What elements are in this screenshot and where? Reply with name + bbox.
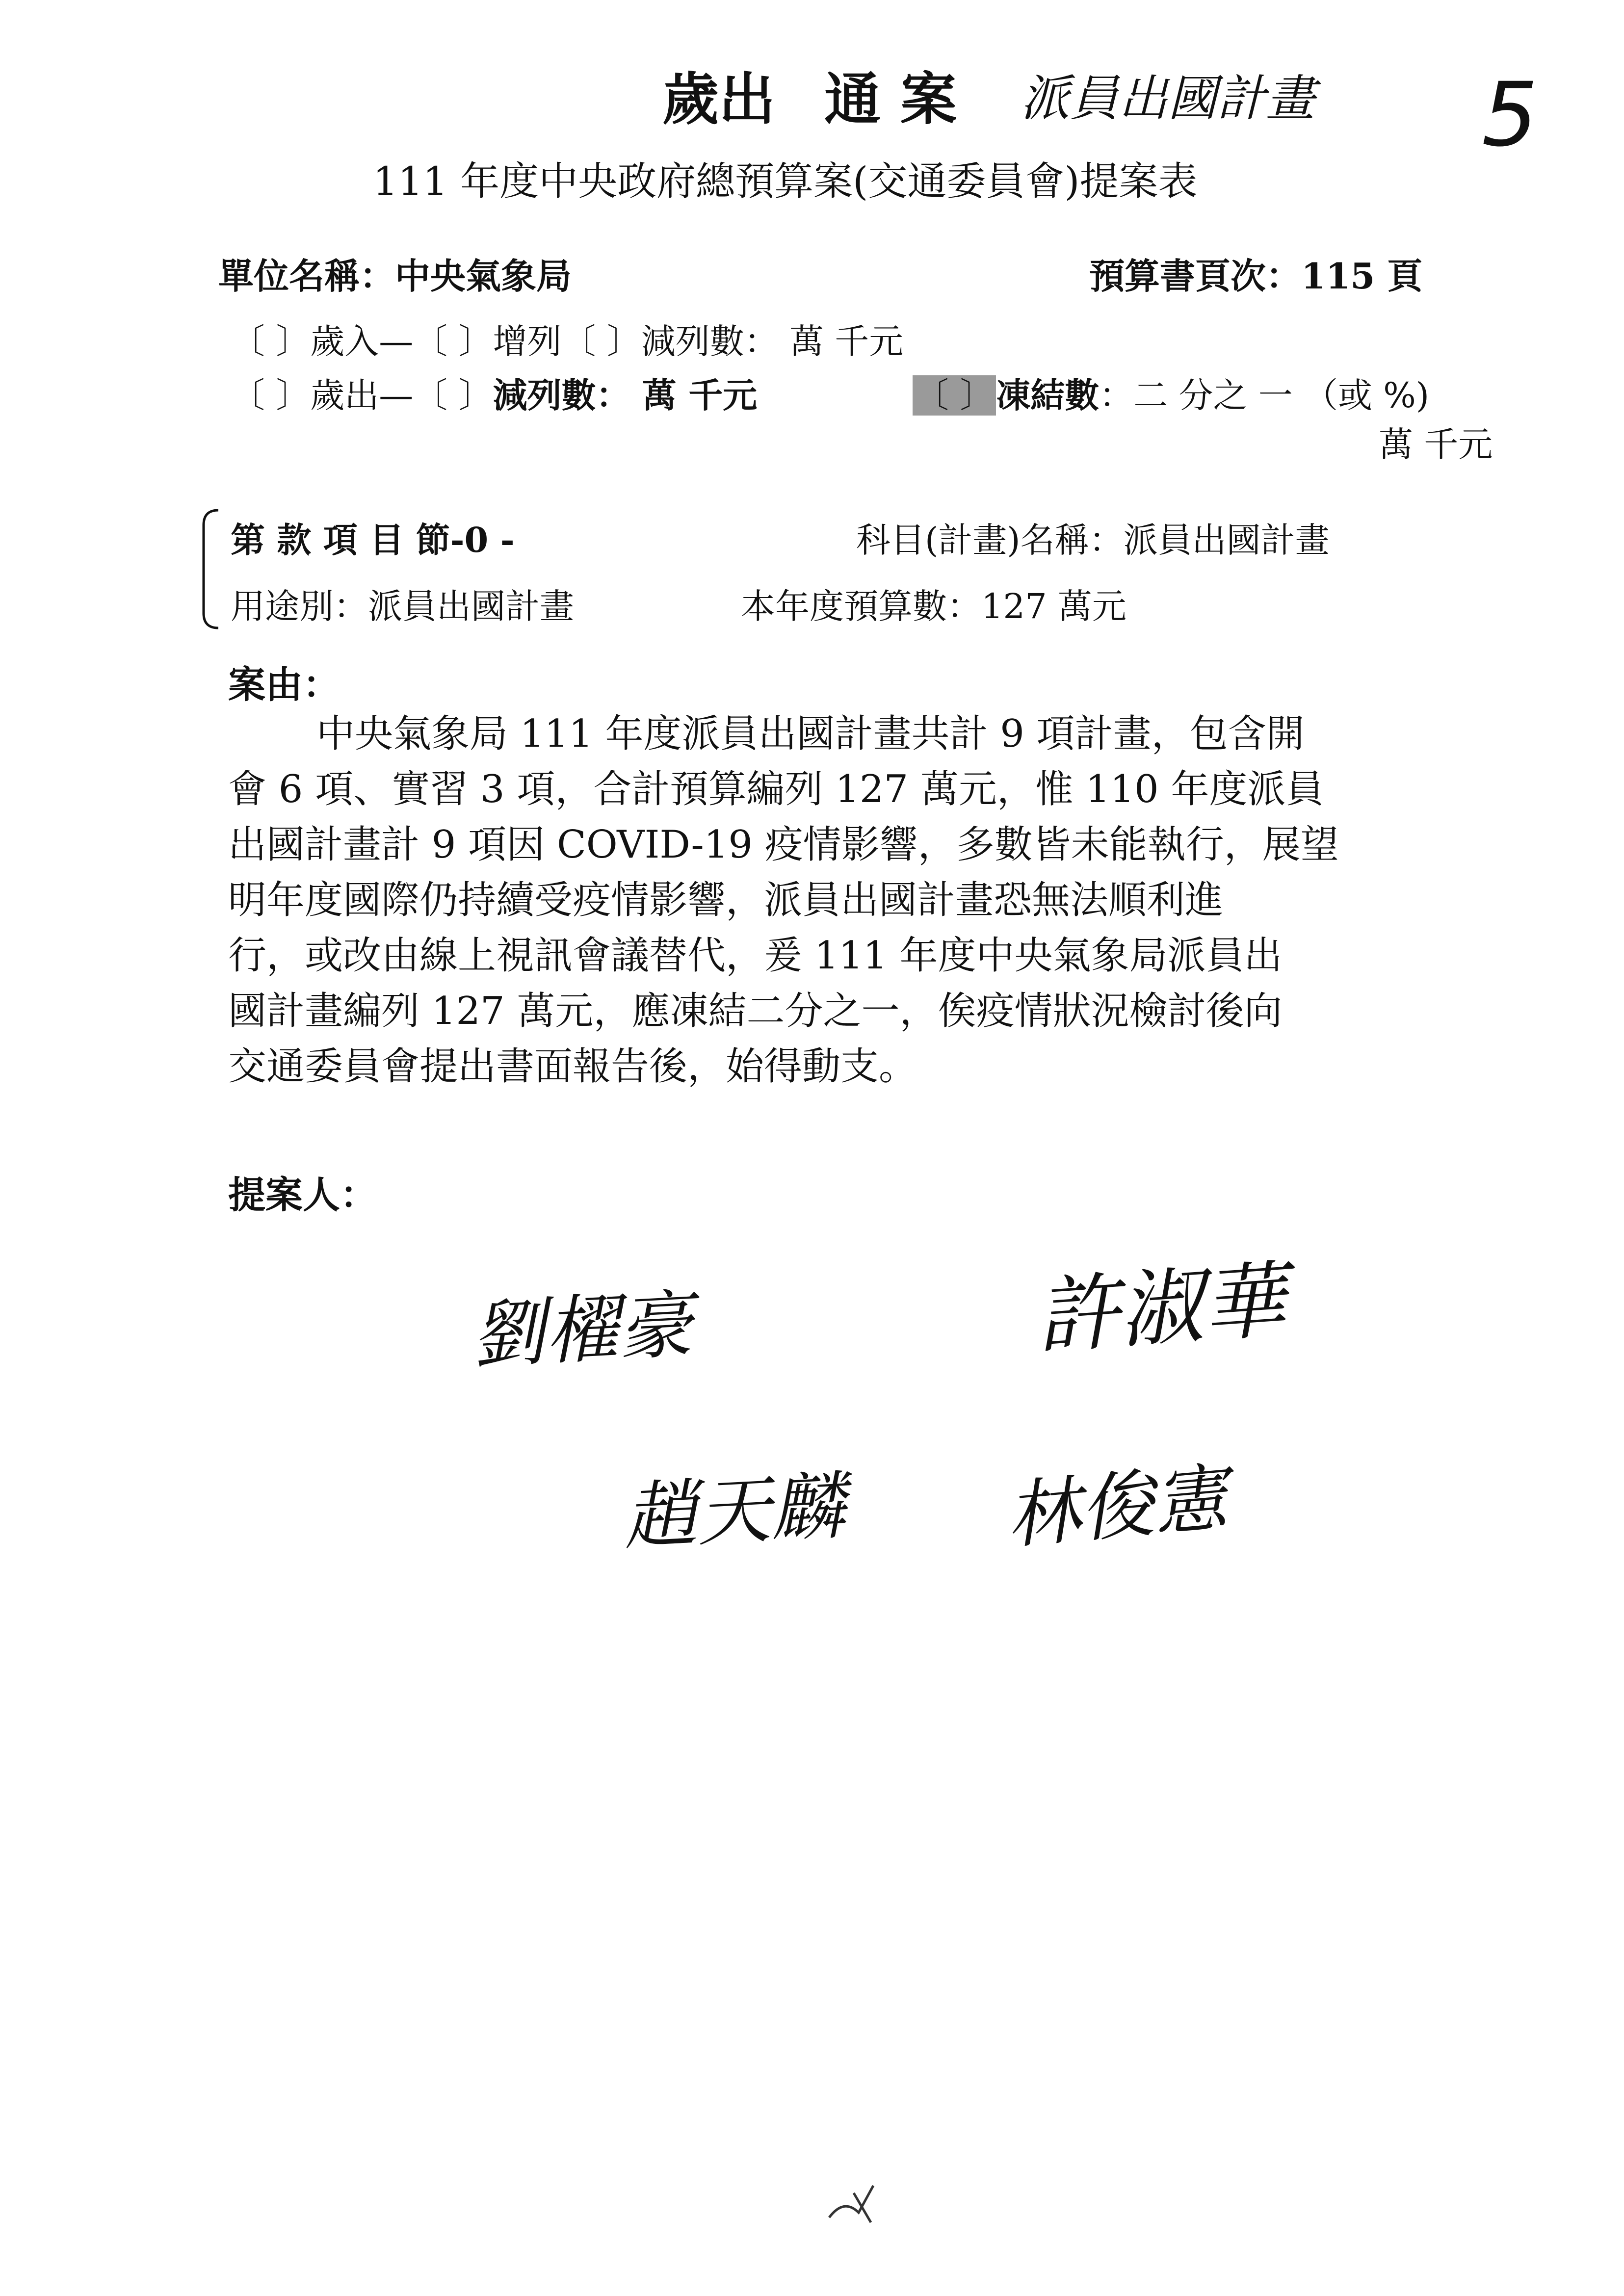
page-mark: 5 bbox=[1482, 64, 1538, 166]
reason-line-7: 交通委員會提出書面報告後，始得動支。 bbox=[228, 1044, 917, 1089]
expense-option bbox=[231, 368, 757, 417]
handwritten-note: 派員出國計畫 bbox=[1021, 70, 1315, 127]
signature-4: 林俊憲 bbox=[1003, 1455, 1231, 1560]
expense-prefix: 〔 〕歲出—〔 〕 bbox=[231, 375, 493, 416]
revenue-prefix: 〔 〕歲入—〔 〕 bbox=[231, 321, 493, 362]
signature-3: 趙天麟 bbox=[621, 1463, 846, 1561]
stamp-type: 通 案 bbox=[824, 66, 957, 132]
annual-budget: 本年度預算數：127 萬元 bbox=[741, 586, 1126, 626]
expense-line: 減列數： 萬 千元 bbox=[493, 375, 758, 416]
section-line: 第 款 項 目 節-0 - bbox=[231, 520, 515, 560]
revenue-line: 增列〔 〕減列數： 萬 千元 bbox=[493, 321, 904, 362]
reason-line-6: 國計畫編列 127 萬元，應凍結二分之一，俟疫情狀況檢討後向 bbox=[228, 989, 1283, 1033]
reason-line-4: 明年度國際仍持續受疫情影響，派員出國計畫恐無法順利進 bbox=[228, 878, 1224, 922]
signature-1: 劉櫂豪 bbox=[469, 1282, 694, 1379]
subject-name: 科目(計畫)名稱：派員出國計畫 bbox=[856, 520, 1330, 560]
scribble-mark bbox=[824, 2178, 883, 2232]
freeze-value: ：二 分之 一 （或 %) bbox=[1099, 375, 1430, 416]
signature-2: 許淑華 bbox=[1032, 1252, 1289, 1366]
freeze-checkbox: 〔 〕 bbox=[913, 375, 996, 416]
usage-type: 用途別：派員出國計畫 bbox=[231, 586, 574, 626]
budget-page-ref: 預算書頁次：115 頁 bbox=[1089, 255, 1423, 297]
item-bracket bbox=[194, 505, 223, 633]
freeze-label: 凍結數 bbox=[996, 375, 1100, 416]
freeze-unit: 萬 千元 bbox=[1379, 424, 1493, 465]
revenue-option bbox=[231, 314, 903, 364]
freeze-option bbox=[913, 368, 1429, 417]
reason-line-1: 中央氣象局 111 年度派員出國計畫共計 9 項計畫，包含開 bbox=[316, 712, 1305, 756]
unit-name: 單位名稱：中央氣象局 bbox=[218, 255, 572, 297]
reason-label: 案由： bbox=[228, 663, 340, 706]
form-title: 111 年度中央政府總預算案(交通委員會)提案表 bbox=[373, 158, 1198, 204]
reason-line-5: 行，或改由線上視訊會議替代，爰 111 年度中央氣象局派員出 bbox=[228, 934, 1283, 978]
reason-line-3: 出國計畫計 9 項因 COVID-19 疫情影響，多數皆未能執行，展望 bbox=[228, 823, 1339, 867]
reason-line-2: 會 6 項、實習 3 項，合計預算編列 127 萬元，惟 110 年度派員 bbox=[228, 767, 1324, 811]
stamp-category: 歲出 bbox=[662, 66, 776, 132]
proposer-label: 提案人： bbox=[228, 1173, 377, 1217]
